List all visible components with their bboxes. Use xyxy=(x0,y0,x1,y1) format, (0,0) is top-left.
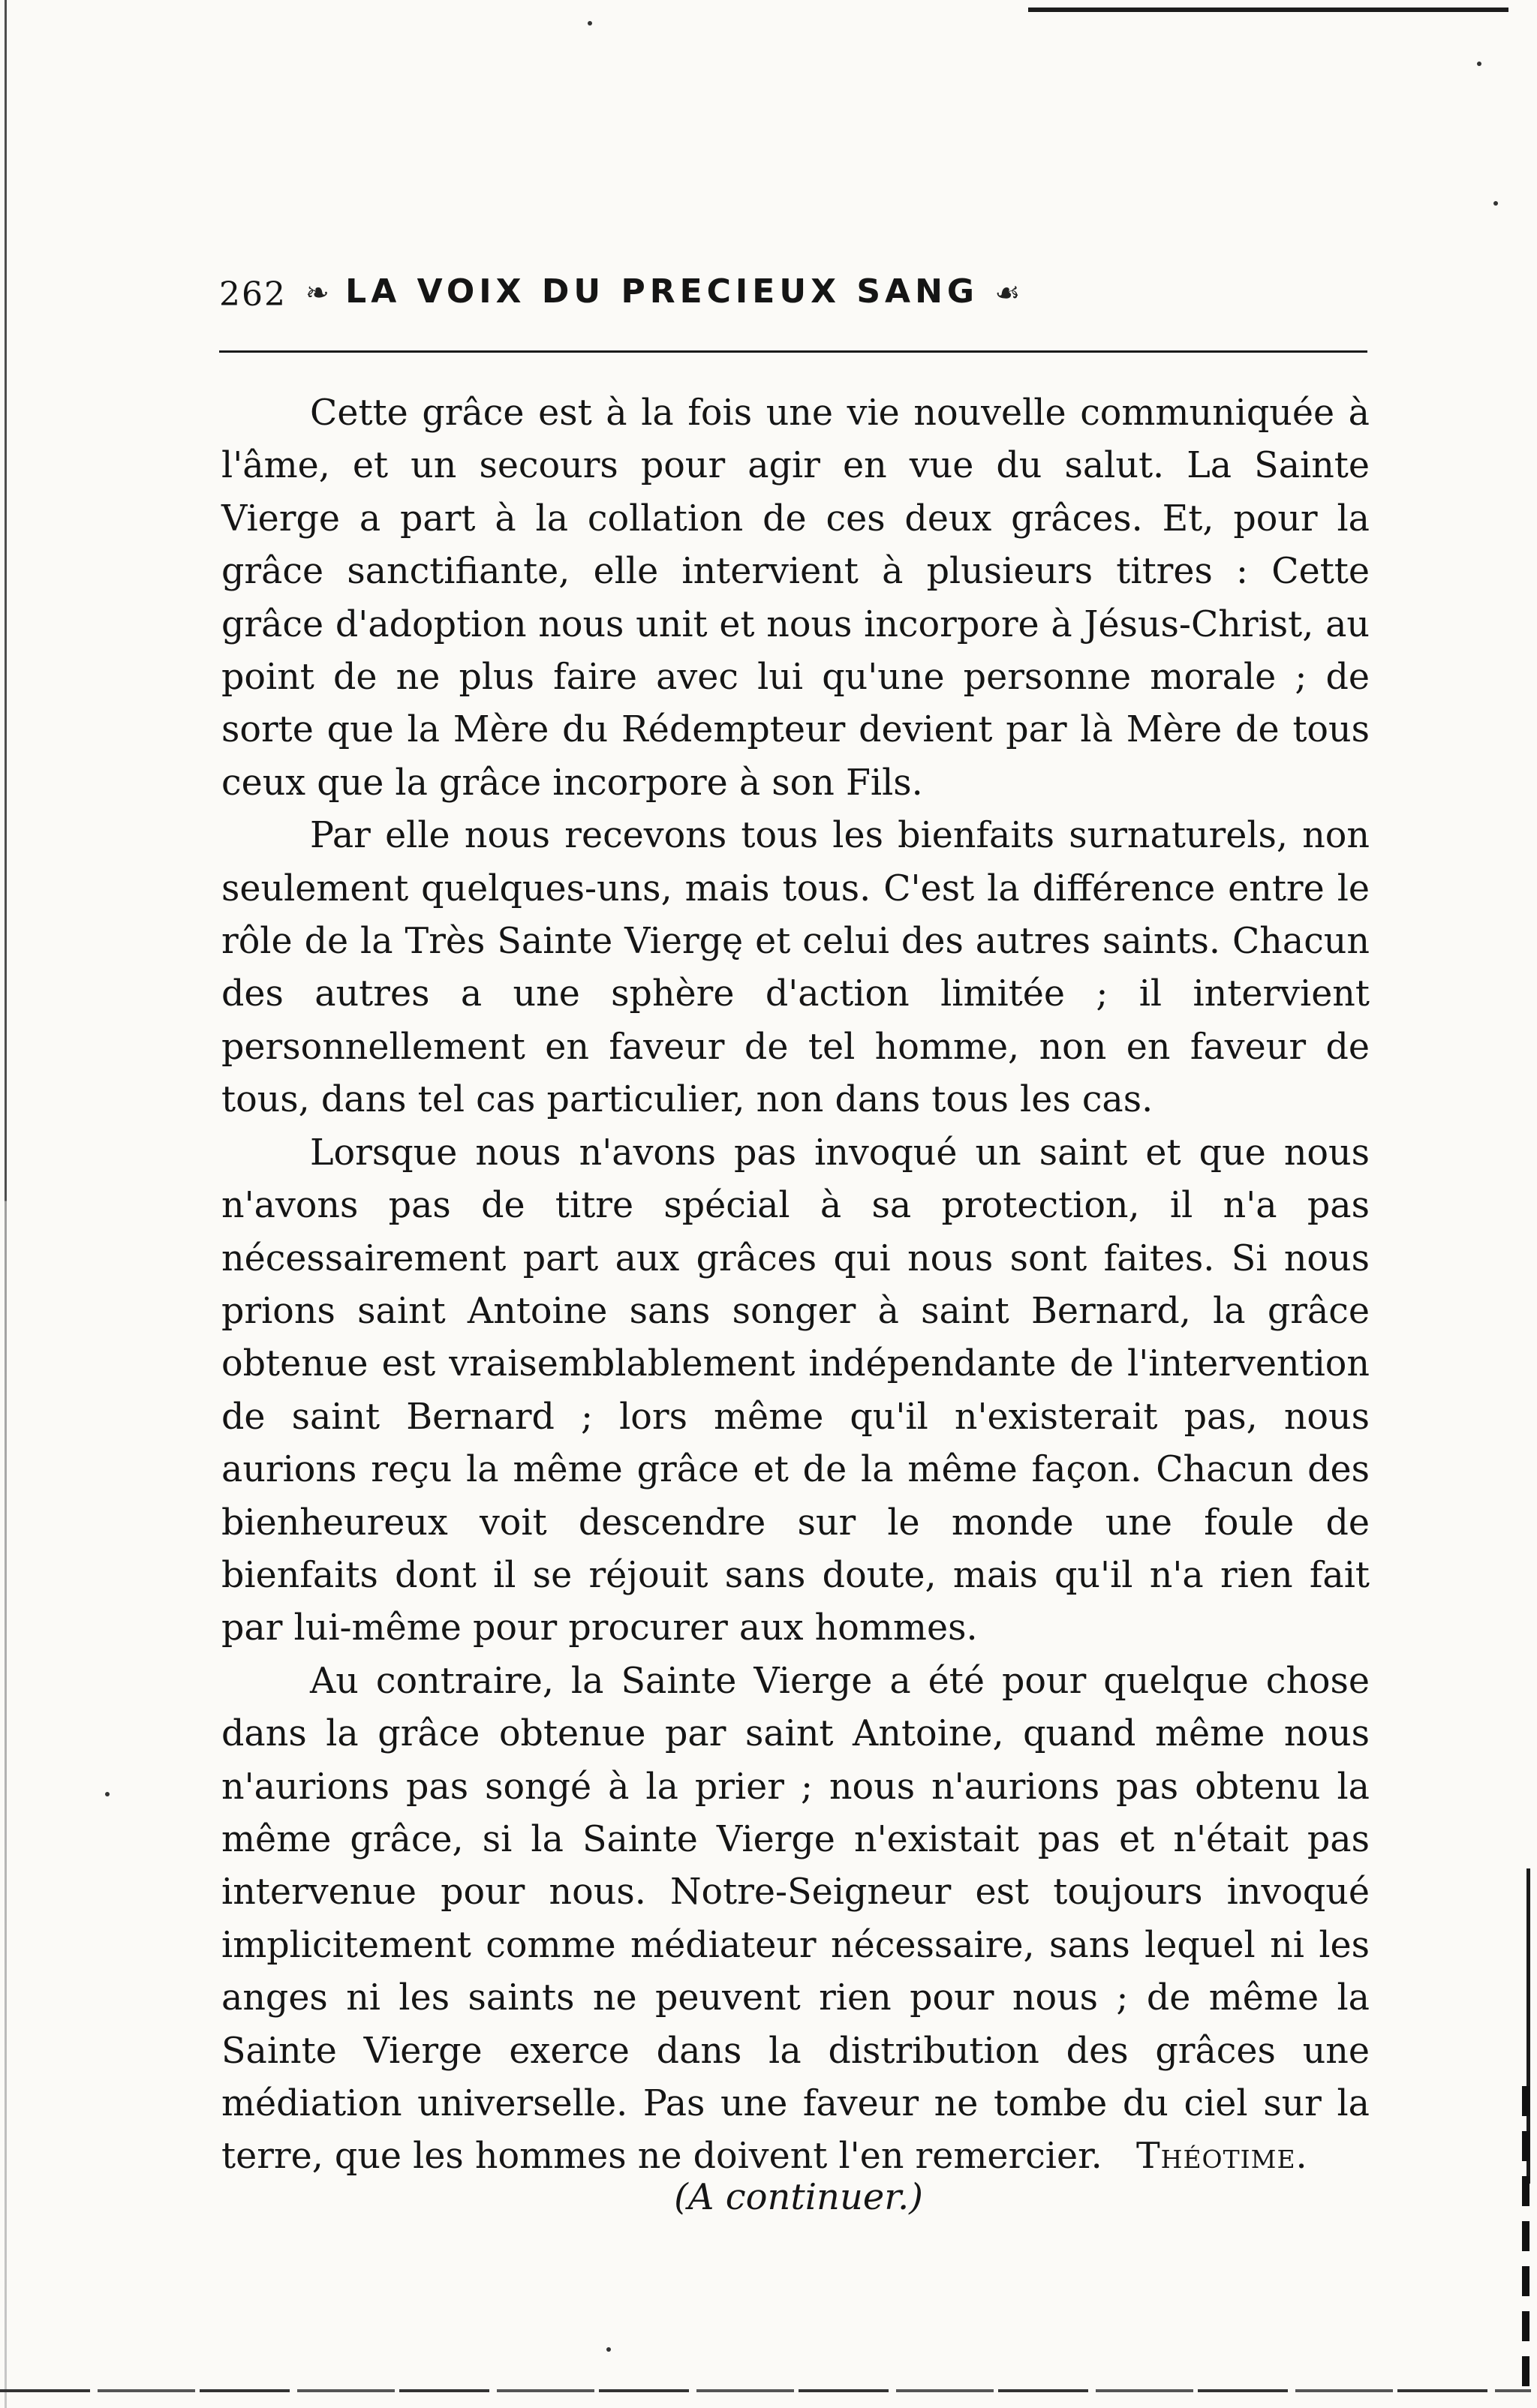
paragraph: Cette grâce est à la fois une vie nouvelle communiquée à l'âme, et un secours pour agir en vue du salut. La Sainte Vierge a part à la collation de ces deux grâces. Et, pour la grâce sanctifiante, elle intervient à plusieurs titres : Cette grâce d'adoption nous unit et nous incorpore à Jésus-Christ, au point de ne plus faire avec lui qu'une personne morale ; de sorte que la Mère du Rédempteur devient par là Mère de tous ceux que la grâce incorpore à son Fils. xyxy=(221,392,1370,804)
paragraph xyxy=(221,1655,1370,2184)
paragraph: Par elle nous recevons tous les bienfaits surnaturels, non seulement quelques-uns, mais tous. C'est la différence entre le rôle de la Très Sainte Viergę et celui des autres saints. Chacun des autres a une sphère d'action limitée ; il intervient personnellement en faveur de tel homme, non en faveur de tous, dans tel cas particulier, non dans tous les cas. xyxy=(221,815,1370,1121)
scan-speck xyxy=(588,21,592,26)
header-rule xyxy=(219,350,1367,353)
scan-speck xyxy=(1493,201,1498,206)
scan-artifact-top-rule xyxy=(1028,8,1508,12)
scan-speck xyxy=(1477,62,1481,66)
scan-artifact-bottom-rule xyxy=(0,2389,1531,2392)
running-title xyxy=(305,272,1020,311)
scan-speck xyxy=(606,2347,611,2352)
running-head xyxy=(219,259,1367,334)
page-number: 262 xyxy=(219,275,287,314)
scan-artifact-left-edge xyxy=(5,0,7,2408)
paragraph-text: Au contraire, la Sainte Vierge a été pour quelque chose dans la grâce obtenue par saint Antoine, quand même nous n'aurions pas songé à la prier ; nous n'aurions pas obtenu la même grâce, si la Sainte Vierge n'existait pas et n'était pas intervenue pour nous. Notre-Seigneur est toujours invoqué implicitement comme médiateur nécessaire, sans lequel ni les anges ni les saints ne peuvent rien pour nous ; de même la Sainte Vierge exerce dans la distribution des grâces une médiation universelle. Pas une faveur ne tombe du ciel sur la terre, que les hommes ne doivent l'en remercier. xyxy=(221,1660,1370,2178)
author-signature: Théotime. xyxy=(1136,2136,1308,2178)
to-be-continued: (A continuer.) xyxy=(674,2176,923,2218)
scan-artifact-right-edge-lower xyxy=(1522,2086,1529,2386)
scan-speck xyxy=(105,1792,110,1796)
ornament-icon: ☙ xyxy=(994,276,1021,309)
article-body xyxy=(221,387,1370,2184)
paragraph: Lorsque nous n'avons pas invoqué un saint et que nous n'avons pas de titre spécial à sa protection, il n'a pas nécessairement part aux grâces qui nous sont faites. Si nous prions saint Antoine sans songer à saint Bernard, la grâce obtenue est vraisemblablement indépendante de l'intervention de saint Bernard ; lors même qu'il n'existerait pas, nous aurions reçu la même grâce et de la même façon. Chacun des bienheureux voit descendre sur le monde une foule de bienfaits dont il se réjouit sans doute, mais qu'il n'a rien fait par lui-même pour procurer aux hommes. xyxy=(221,1132,1370,1649)
running-title-text: LA VOIX DU PRECIEUX SANG xyxy=(345,272,979,311)
ornament-icon: ❧ xyxy=(305,276,329,309)
